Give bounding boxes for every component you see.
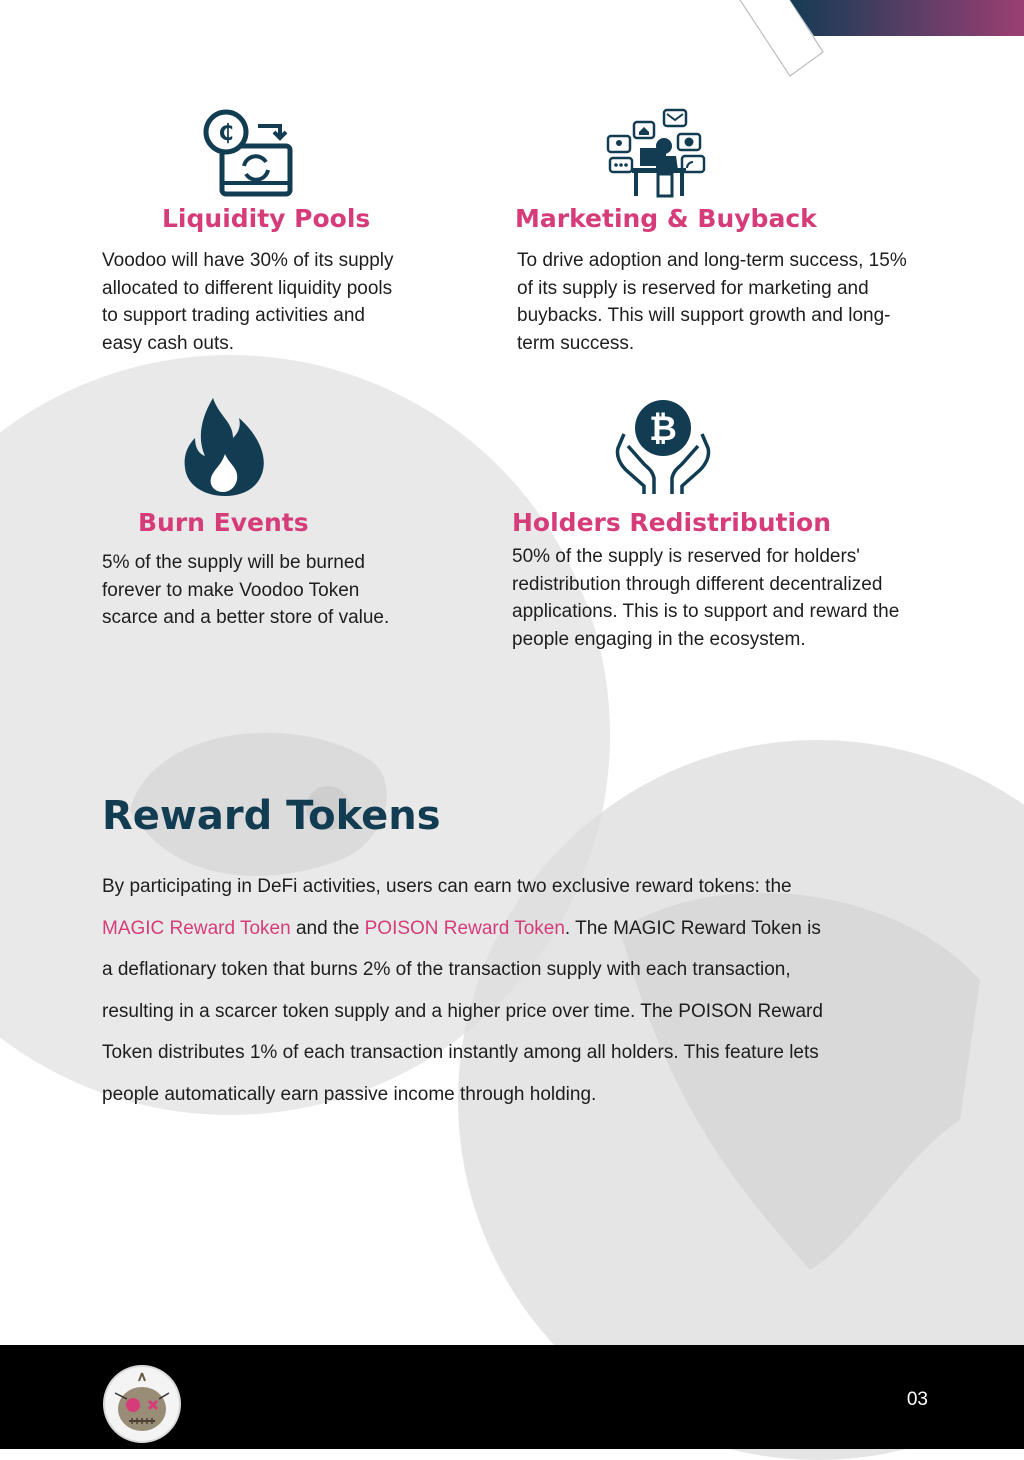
svg-text:₵: ₵ — [218, 121, 234, 146]
svg-text:₿: ₿ — [649, 409, 677, 449]
magic-reward-token-link[interactable]: MAGIC Reward Token — [102, 917, 291, 939]
liquidity-pools-title: Liquidity Pools — [162, 204, 371, 233]
flame-icon — [183, 398, 267, 496]
liquidity-pools-text: Voodoo will have 30% of its supply allocated to different liquidity pools to support trading activities and easy cash outs. — [102, 250, 394, 354]
reward-tokens-title: Reward Tokens — [102, 793, 441, 839]
reward-text-part-1: By participating in DeFi activities, users can earn two exclusive reward tokens: the — [102, 876, 792, 897]
background-pot-silhouette-icon — [110, 690, 410, 890]
reward-text-part-2: and the — [290, 917, 365, 939]
burn-events-text: 5% of the supply will be burned forever to make Voodoo Token scarce and a better store of value. — [102, 552, 390, 628]
holders-redistribution-text: 50% of the supply is reserved for holders' redistribution through different decentralized applications. This is to support and reward the people engaging in the ecosystem. — [512, 546, 900, 650]
marketing-buyback-title: Marketing & Buyback — [515, 204, 817, 233]
reward-text-part-3: . The MAGIC Reward Token is a deflationary token that burns 2% of the transaction supply with each transaction, resulting in a scarcer token supply and a higher price over time. The POISON Reward Token distributes 1% of each transaction instantly among all holders. This feature lets people automatically earn passive income through holding. — [102, 917, 823, 1105]
reward-tokens-body — [102, 866, 832, 1115]
page-footer — [0, 1345, 1024, 1449]
marketing-desk-icon — [606, 108, 710, 198]
burn-events-title: Burn Events — [138, 508, 309, 537]
page-number: 03 — [906, 1389, 928, 1410]
top-gradient-bar — [790, 0, 1024, 36]
coin-exchange-icon — [202, 108, 294, 198]
poison-reward-token-link[interactable]: POISON Reward Token — [364, 917, 565, 939]
marketing-buyback-text: To drive adoption and long-term success, 15% of its supply is reserved for marketing and buybacks. This will support growth and long-term success. — [517, 250, 907, 354]
bitcoin-hands-icon — [614, 398, 712, 496]
holders-redistribution-title: Holders Redistribution — [512, 508, 832, 537]
voodoo-doll-logo-icon — [103, 1365, 181, 1443]
